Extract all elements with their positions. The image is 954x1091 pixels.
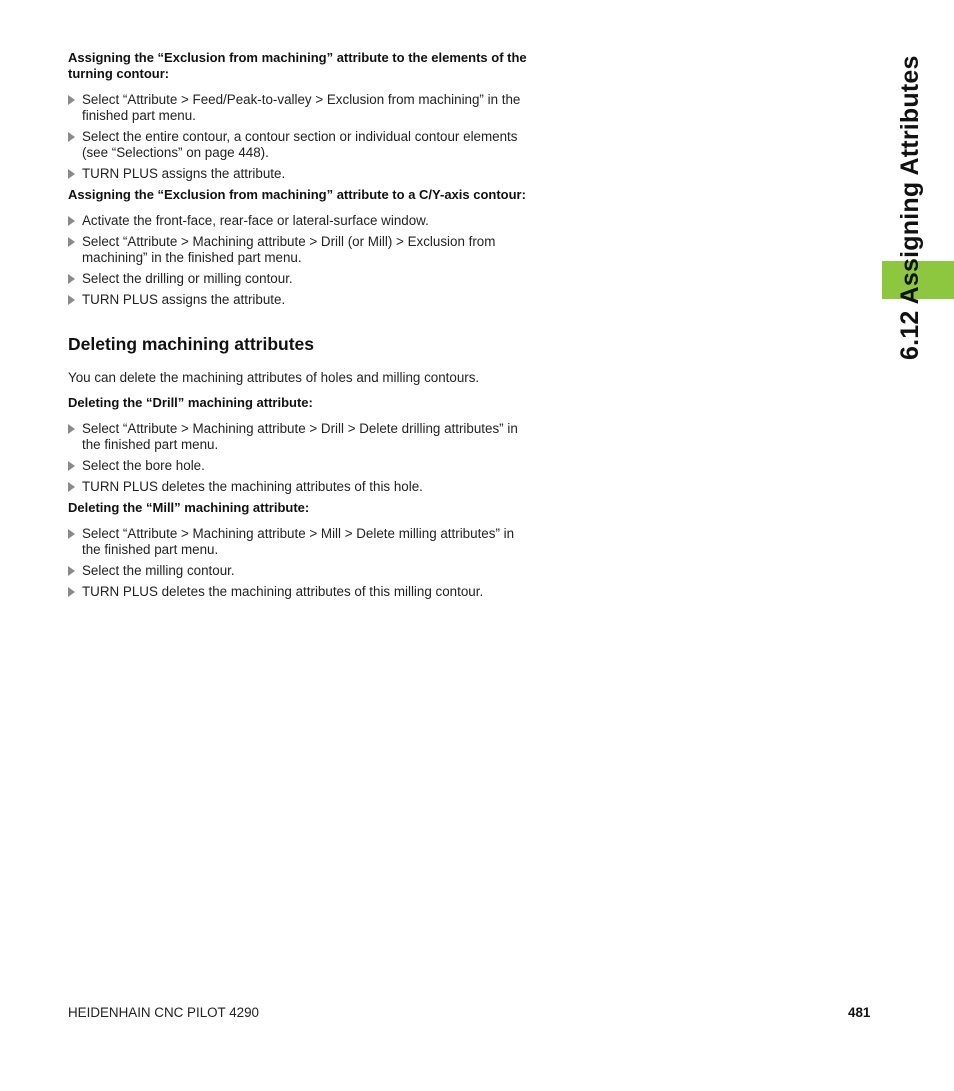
heading-deleting-attributes: Deleting machining attributes bbox=[68, 334, 314, 354]
list-item: Select “Attribute > Machining attribute > Mill > Delete milling attributes” in the finished part menu. bbox=[68, 526, 528, 558]
arrow-bullet-icon bbox=[68, 529, 75, 539]
page-content bbox=[68, 50, 528, 605]
steps-exclusion-cy bbox=[68, 213, 528, 308]
arrow-bullet-icon bbox=[68, 237, 75, 247]
arrow-bullet-icon bbox=[68, 169, 75, 179]
list-item: TURN PLUS assigns the attribute. bbox=[68, 166, 528, 182]
arrow-bullet-icon bbox=[68, 132, 75, 142]
arrow-bullet-icon bbox=[68, 95, 75, 105]
page-number: 481 bbox=[848, 1005, 871, 1020]
list-item: Select the entire contour, a contour section or individual contour elements (see “Selections” on page 448). bbox=[68, 129, 528, 161]
subheading-exclusion-cy: Assigning the “Exclusion from machining” attribute to a C/Y-axis contour: bbox=[68, 187, 526, 202]
list-item: Activate the front-face, rear-face or lateral-surface window. bbox=[68, 213, 528, 229]
steps-delete-mill bbox=[68, 526, 528, 600]
arrow-bullet-icon bbox=[68, 461, 75, 471]
steps-delete-drill bbox=[68, 421, 528, 495]
arrow-bullet-icon bbox=[68, 295, 75, 305]
list-item: Select “Attribute > Feed/Peak-to-valley > Exclusion from machining” in the finished part menu. bbox=[68, 92, 528, 124]
arrow-bullet-icon bbox=[68, 587, 75, 597]
arrow-bullet-icon bbox=[68, 274, 75, 284]
intro-paragraph: You can delete the machining attributes of holes and milling contours. bbox=[68, 370, 480, 385]
subheading-delete-drill: Deleting the “Drill” machining attribute: bbox=[68, 395, 313, 410]
list-item: Select “Attribute > Machining attribute > Drill > Delete drilling attributes” in the finished part menu. bbox=[68, 421, 528, 453]
steps-exclusion-turning bbox=[68, 92, 528, 182]
list-item: Select “Attribute > Machining attribute > Drill (or Mill) > Exclusion from machining” in the finished part menu. bbox=[68, 234, 528, 266]
arrow-bullet-icon bbox=[68, 482, 75, 492]
list-item: TURN PLUS deletes the machining attributes of this milling contour. bbox=[68, 584, 528, 600]
list-item: TURN PLUS assigns the attribute. bbox=[68, 292, 528, 308]
arrow-bullet-icon bbox=[68, 424, 75, 434]
footer-product-name: HEIDENHAIN CNC PILOT 4290 bbox=[68, 1005, 259, 1020]
section-title: 6.12 Assigning Attributes bbox=[896, 55, 924, 360]
list-item: Select the bore hole. bbox=[68, 458, 528, 474]
list-item: Select the milling contour. bbox=[68, 563, 528, 579]
subheading-exclusion-turning: Assigning the “Exclusion from machining” attribute to the elements of the turning contour: bbox=[68, 50, 527, 81]
list-item: Select the drilling or milling contour. bbox=[68, 271, 528, 287]
arrow-bullet-icon bbox=[68, 566, 75, 576]
subheading-delete-mill: Deleting the “Mill” machining attribute: bbox=[68, 500, 310, 515]
list-item: TURN PLUS deletes the machining attributes of this hole. bbox=[68, 479, 528, 495]
arrow-bullet-icon bbox=[68, 216, 75, 226]
